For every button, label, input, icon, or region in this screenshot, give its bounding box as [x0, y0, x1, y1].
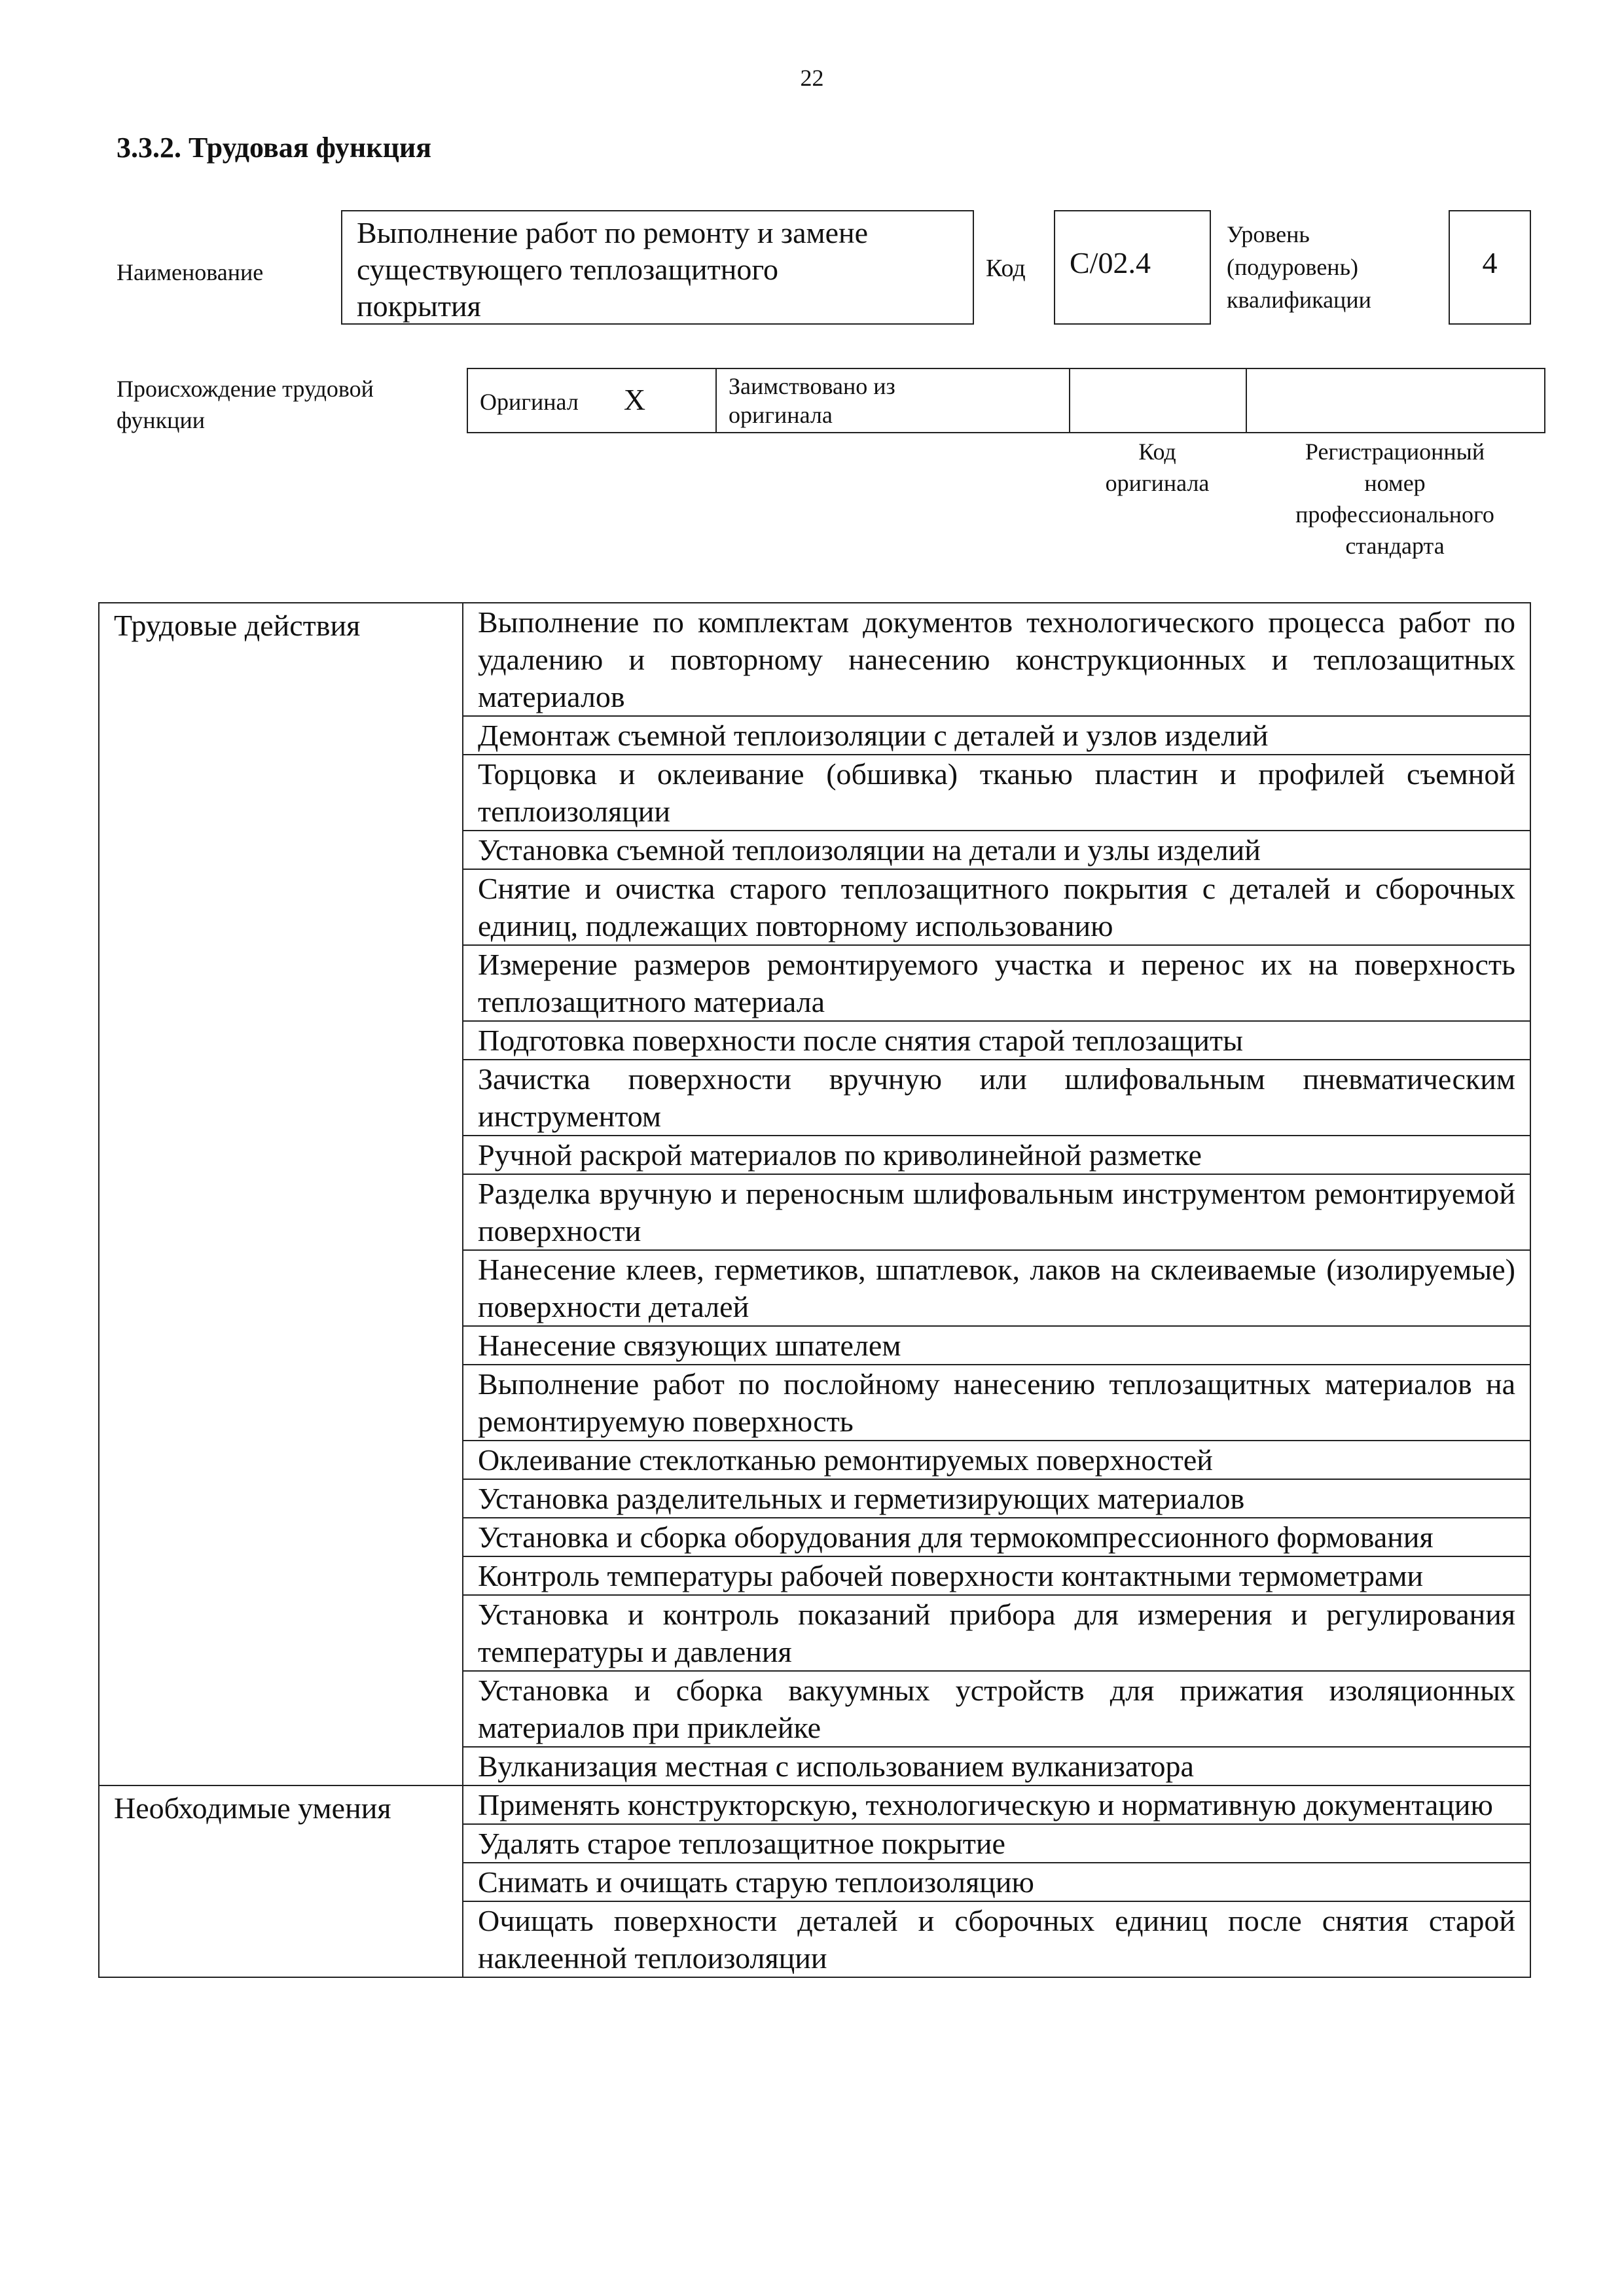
registration-number-cell	[1246, 368, 1545, 433]
level-label-line: квалификации	[1227, 287, 1371, 313]
caption-line: оригинала	[1105, 470, 1210, 496]
origin-table	[467, 368, 1545, 433]
origin-label-line: функции	[117, 407, 205, 433]
page-number: 22	[800, 65, 824, 91]
category-cell: Необходимые умения	[99, 1785, 463, 1977]
code-label: Код	[986, 255, 1026, 282]
original-code-caption	[1069, 436, 1246, 499]
original-label: Оригинал	[480, 388, 579, 415]
item-cell: Контроль температуры рабочей поверхности контактными термометрами	[463, 1556, 1530, 1595]
item-cell: Установка и сборка вакуумных устройств для прижатия изоляционных материалов при приклейке	[463, 1671, 1530, 1747]
category-cell: Трудовые действия	[99, 603, 463, 1785]
function-name-line: покрытия	[357, 289, 481, 323]
name-label: Наименование	[117, 259, 264, 285]
item-cell: Демонтаж съемной теплоизоляции с деталей и узлов изделий	[463, 716, 1530, 755]
item-cell: Разделка вручную и переносным шлифовальным инструментом ремонтируемой поверхности	[463, 1174, 1530, 1250]
origin-label-line: Происхождение трудовой	[117, 376, 374, 402]
item-cell: Подготовка поверхности после снятия старой теплозащиты	[463, 1021, 1530, 1060]
level-label	[1227, 218, 1371, 316]
level-value: 4	[1449, 210, 1531, 325]
item-cell: Снимать и очищать старую теплоизоляцию	[463, 1863, 1530, 1901]
original-code-cell	[1070, 368, 1246, 433]
item-cell: Установка съемной теплоизоляции на детали и узлы изделий	[463, 831, 1530, 869]
borrowed-cell	[716, 368, 1070, 433]
caption-line: Код	[1138, 439, 1176, 465]
caption-line: Регистрационный	[1305, 439, 1485, 465]
item-cell: Снятие и очистка старого теплозащитного покрытия с деталей и сборочных единиц, подлежащих повторному использованию	[463, 869, 1530, 945]
function-name-line: Выполнение работ по ремонту и замене	[357, 216, 869, 249]
caption-line: профессионального	[1295, 501, 1494, 528]
item-cell: Нанесение клеев, герметиков, шпатлевок, лаков на склеиваемые (изолируемые) поверхности деталей	[463, 1250, 1530, 1326]
item-cell: Оклеивание стеклотканью ремонтируемых поверхностей	[463, 1441, 1530, 1479]
item-cell: Измерение размеров ремонтируемого участка и перенос их на поверхность теплозащитного материала	[463, 945, 1530, 1021]
origin-label	[117, 373, 374, 436]
item-cell: Вулканизация местная с использованием вулканизатора	[463, 1747, 1530, 1785]
registration-number-caption	[1246, 436, 1544, 562]
item-cell: Установка и контроль показаний прибора для измерения и регулирования температуры и давления	[463, 1595, 1530, 1671]
borrowed-label-line: оригинала	[729, 402, 833, 428]
table-row	[99, 1785, 1530, 1824]
item-cell: Выполнение по комплектам документов технологического процесса работ по удалению и повторному нанесению конструкционных и теплозащитных материалов	[463, 603, 1530, 716]
caption-line: стандарта	[1345, 533, 1445, 559]
item-cell: Зачистка поверхности вручную или шлифовальным пневматическим инструментом	[463, 1060, 1530, 1136]
item-cell: Удалять старое теплозащитное покрытие	[463, 1824, 1530, 1863]
original-mark: Х	[623, 382, 646, 416]
level-label-line: (подуровень)	[1227, 254, 1358, 280]
table-row	[99, 603, 1530, 716]
function-name-line: существующего теплозащитного	[357, 253, 779, 286]
caption-line: номер	[1364, 470, 1426, 496]
item-cell: Установка и сборка оборудования для термокомпрессионного формования	[463, 1518, 1530, 1556]
level-label-line: Уровень	[1227, 221, 1310, 247]
borrowed-label-line: Заимствовано из	[729, 373, 895, 399]
item-cell: Ручной раскрой материалов по криволинейной разметке	[463, 1136, 1530, 1174]
item-cell: Торцовка и оклеивание (обшивка) тканью пластин и профилей съемной теплоизоляции	[463, 755, 1530, 831]
item-cell: Нанесение связующих шпателем	[463, 1326, 1530, 1365]
item-cell: Установка разделительных и герметизирующих материалов	[463, 1479, 1530, 1518]
function-name-box	[341, 210, 974, 325]
item-cell: Применять конструкторскую, технологическую и нормативную документацию	[463, 1785, 1530, 1824]
section-title: 3.3.2. Трудовая функция	[117, 132, 432, 164]
item-cell: Очищать поверхности деталей и сборочных единиц после снятия старой наклеенной теплоизоляции	[463, 1901, 1530, 1977]
code-value: С/02.4	[1054, 210, 1211, 325]
labor-function-table	[98, 602, 1531, 1978]
original-cell	[467, 368, 716, 433]
item-cell: Выполнение работ по послойному нанесению теплозащитных материалов на ремонтируемую поверхность	[463, 1365, 1530, 1441]
